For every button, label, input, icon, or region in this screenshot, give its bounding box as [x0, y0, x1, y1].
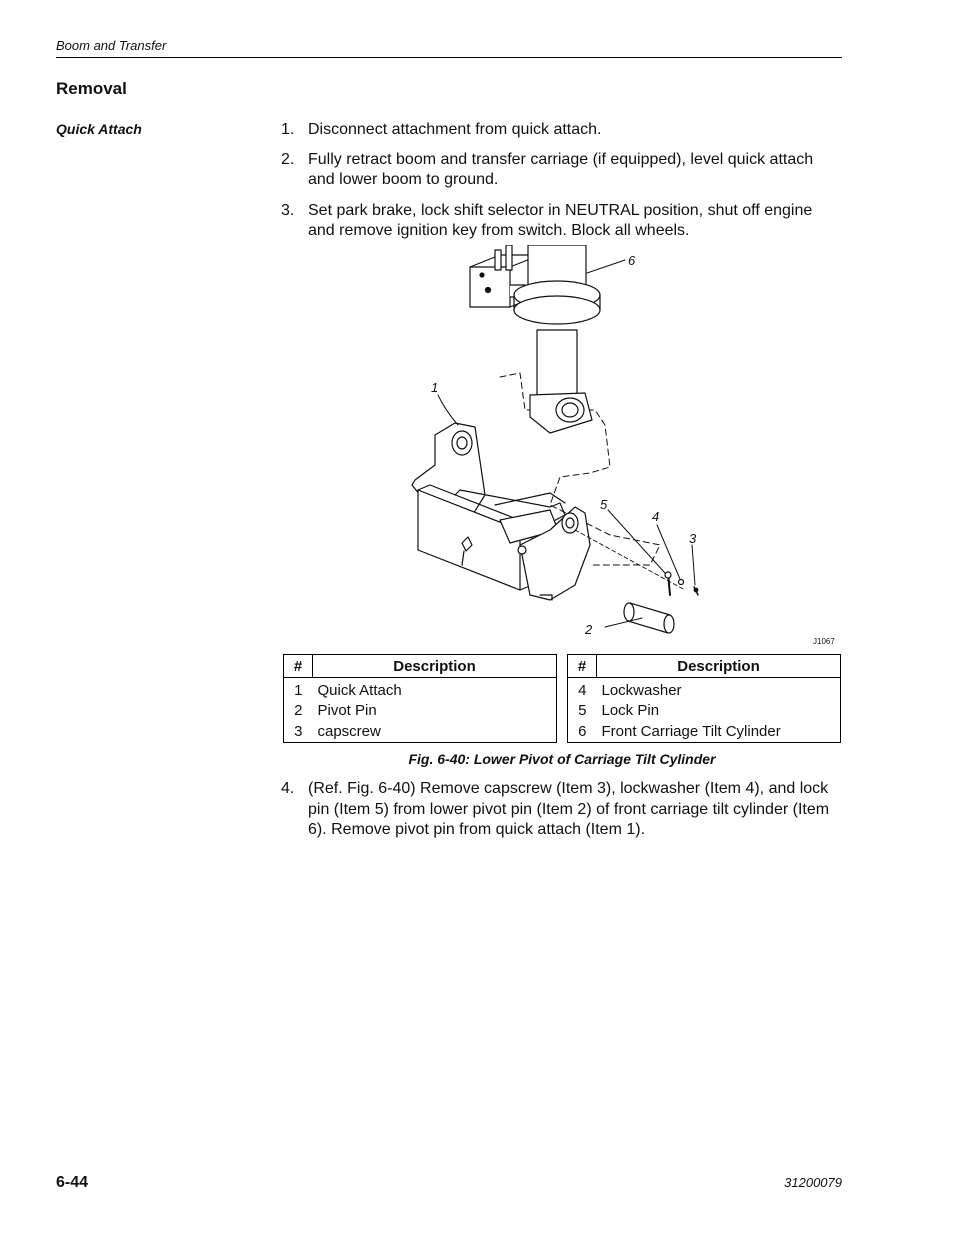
- legend-table-left: [283, 654, 557, 743]
- document-number: 31200079: [784, 1175, 842, 1190]
- side-label: Quick Attach: [56, 121, 142, 137]
- legend-num: 2: [294, 702, 303, 720]
- callout-2: 2: [585, 622, 593, 637]
- callout-3: 3: [689, 531, 697, 546]
- legend-desc: Front Carriage Tilt Cylinder: [601, 722, 781, 740]
- step-1: [281, 120, 841, 141]
- legend-header-desc: Description: [597, 655, 841, 678]
- step-3: [281, 201, 841, 242]
- legend-tables: [283, 654, 841, 743]
- step-number: 2.: [281, 150, 295, 168]
- legend-row: [568, 721, 841, 742]
- legend-row: [284, 721, 557, 742]
- legend-header-num: #: [568, 655, 597, 678]
- legend-num: 1: [294, 681, 303, 699]
- step-number: 1.: [281, 121, 295, 138]
- legend-desc: Quick Attach: [317, 681, 402, 699]
- leader-6: [587, 260, 625, 273]
- legend-desc: Lock Pin: [601, 702, 660, 720]
- legend-num: 5: [578, 702, 587, 720]
- legend-num: 3: [294, 722, 303, 740]
- quick-attach-frame: [412, 423, 590, 600]
- running-header: Boom and Transfer: [56, 38, 167, 53]
- steps-list: [281, 120, 841, 242]
- step-4: [281, 779, 841, 841]
- pivot-pin: [624, 603, 674, 633]
- leader-3: [692, 545, 695, 585]
- figure-caption: Fig. 6-40: Lower Pivot of Carriage Tilt Cylinder: [408, 751, 716, 767]
- header-rule: [56, 57, 842, 58]
- legend-row: [568, 701, 841, 722]
- callout-4: 4: [652, 509, 660, 524]
- legend-header-desc: Description: [313, 655, 557, 678]
- figure-lower-pivot-illustration: [400, 245, 840, 650]
- legend-header-row: [284, 655, 557, 678]
- legend-table-right: [567, 654, 841, 743]
- step-text: Set park brake, lock shift selector in NEUTRAL position, shut off engine and remove ignition key from switch. Block all wheels.: [308, 201, 813, 239]
- page-number: 6-44: [56, 1174, 89, 1191]
- legend-row: [284, 701, 557, 722]
- lock-hardware: [665, 572, 698, 595]
- legend-desc: Lockwasher: [601, 681, 682, 699]
- leader-1: [438, 395, 458, 425]
- figure-id: J1067: [813, 637, 835, 646]
- step-text: Fully retract boom and transfer carriage (if equipped), level quick attach and lower boom to ground.: [308, 150, 814, 188]
- callout-6: 6: [628, 253, 636, 268]
- legend-header-row: [568, 655, 841, 678]
- step-number: 4.: [281, 780, 295, 797]
- legend-header-num: #: [284, 655, 313, 678]
- step-text: Disconnect attachment from quick attach.: [308, 121, 602, 138]
- legend-desc: Pivot Pin: [317, 702, 377, 720]
- legend-num: 6: [578, 722, 587, 740]
- section-title: Removal: [56, 79, 127, 98]
- step-2: [281, 150, 841, 191]
- callout-5: 5: [600, 497, 608, 512]
- legend-row: [284, 678, 557, 701]
- step-text: (Ref. Fig. 6-40) Remove capscrew (Item 3), lockwasher (Item 4), and lock pin (Item 5) from lower pivot pin (Item 2) of front carriage tilt cylinder (Item 6). Remove pivot pin from quick attach (Item 1).: [308, 780, 830, 838]
- legend-num: 4: [578, 681, 587, 699]
- legend-desc: capscrew: [317, 722, 381, 740]
- step-number: 3.: [281, 201, 295, 219]
- callout-1: 1: [431, 380, 439, 395]
- legend-row: [568, 678, 841, 701]
- leader-4: [657, 525, 680, 579]
